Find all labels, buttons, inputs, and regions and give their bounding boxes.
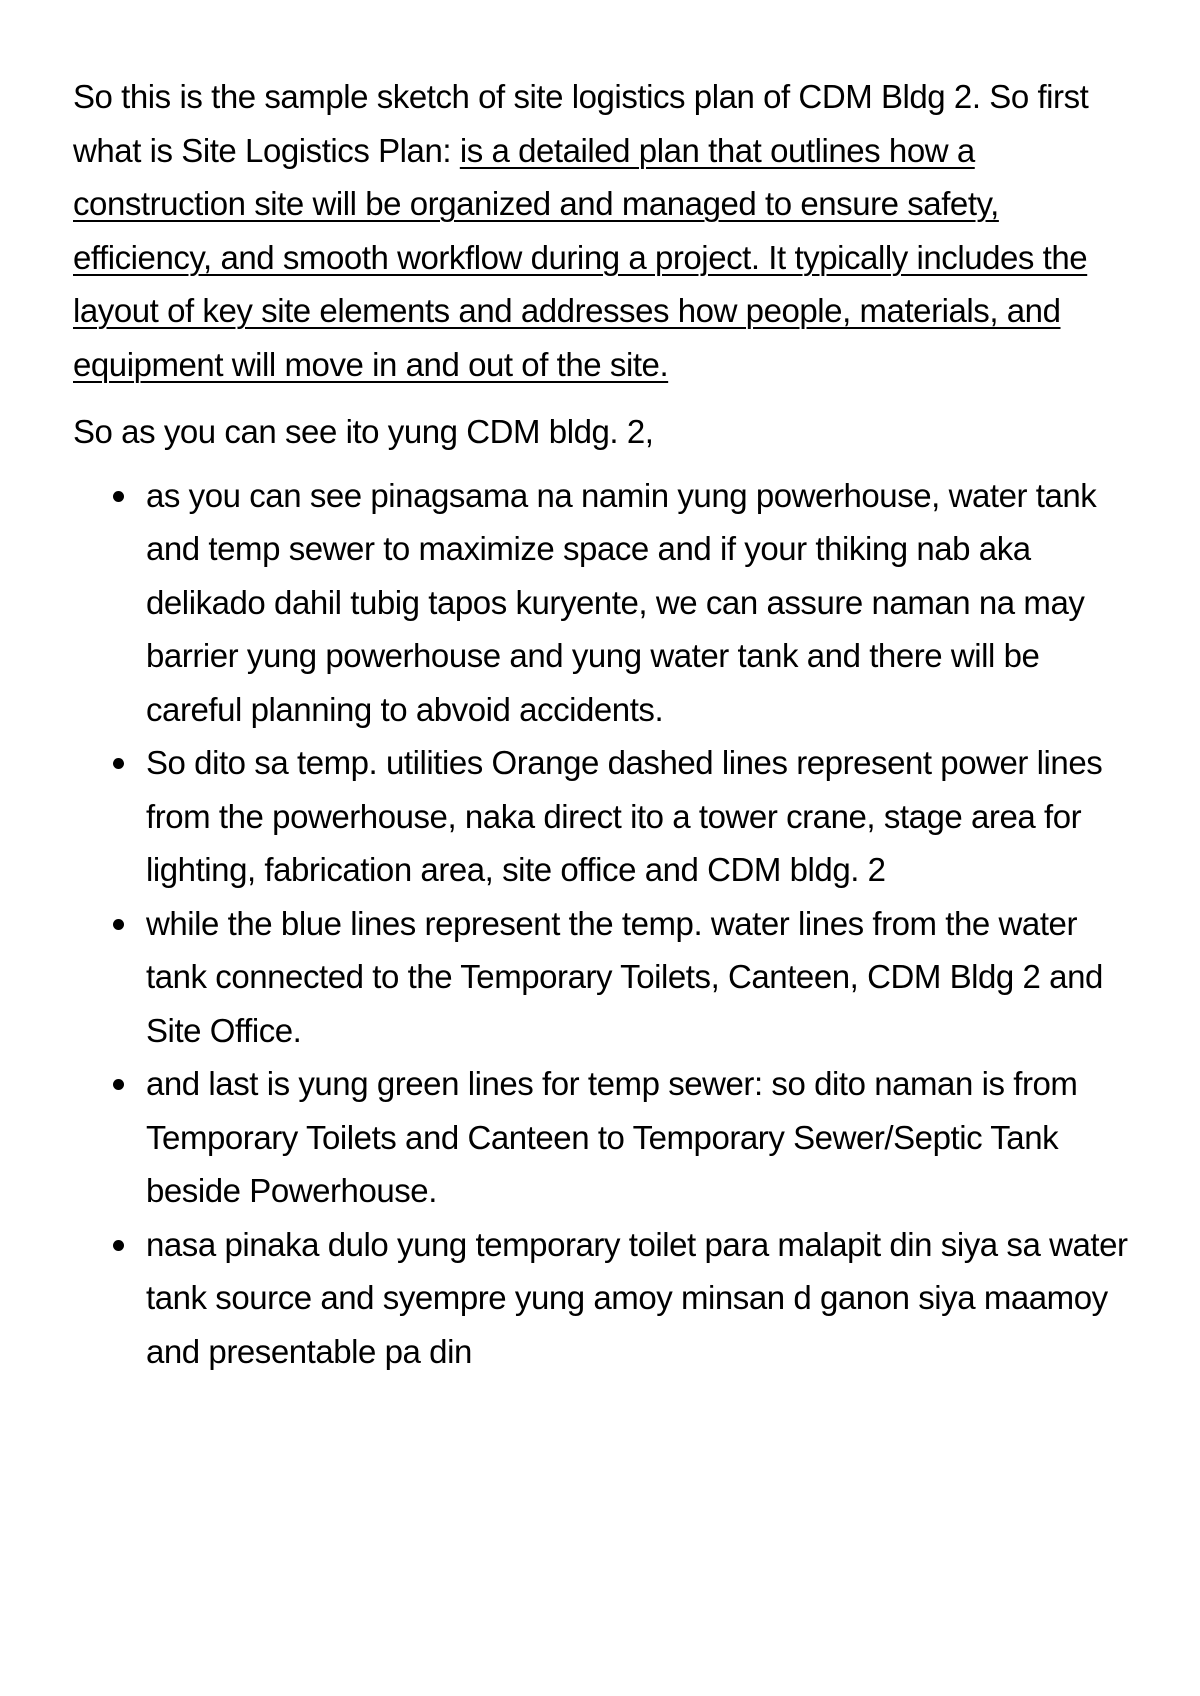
list-item-text: while the blue lines represent the temp. water lines from the water tank connected to the Temporary Toilets, Canteen, CDM Bldg 2 and Site Office. (146, 904, 1103, 1049)
list-item (73, 897, 1143, 1058)
definition-text: is a detailed plan that outlines how a construction site will be organized and managed to ensure safety, efficiency, and smooth workflow during a project. It typically includes the layout of key site elements and addresses how people, materials, and equipment will move in and out of the site. (73, 131, 1088, 383)
list-item (73, 1057, 1143, 1218)
list-item-text: So dito sa temp. utilities Orange dashed lines represent power lines from the powerhouse, naka direct ito a tower crane, stage area for lighting, fabrication area, site office and CDM bldg. 2 (146, 744, 1103, 888)
list-item-text: as you can see pinagsama na namin yung powerhouse, water tank and temp sewer to maximize space and if your thiking nab aka delikado dahil tubig tapos kuryente, we can assure naman na may barrier yung powerhouse and yung water tank and there will be careful planning to abvoid accidents. (146, 476, 1097, 728)
lead-paragraph: So as you can see ito yung CDM bldg. 2, (73, 413, 654, 450)
list-item-text: nasa pinaka dulo yung temporary toilet para malapit din siya sa water tank source and syempre yung amoy minsan d ganon siya maamoy and presentable pa din (146, 1225, 1128, 1370)
bullet-icon (113, 1079, 124, 1090)
bullet-icon (113, 758, 124, 769)
list-item-text: and last is yung green lines for temp sewer: so dito naman is from Temporary Toilets and Canteen to Temporary Sewer/Septic Tank beside Powerhouse. (146, 1065, 1078, 1209)
bullet-icon (113, 919, 124, 930)
list-item (73, 1218, 1143, 1379)
bullet-icon (113, 1240, 124, 1251)
list-item (73, 469, 1143, 737)
intro-text: So this is the sample sketch of site logistics plan of CDM Bldg 2. So first what is Site Logistics Plan: (73, 78, 1089, 169)
intro-paragraph (73, 70, 1143, 391)
bullet-icon (113, 491, 124, 502)
list-item (73, 736, 1143, 897)
bullet-list (73, 469, 1143, 1379)
document-page (73, 70, 1143, 1378)
